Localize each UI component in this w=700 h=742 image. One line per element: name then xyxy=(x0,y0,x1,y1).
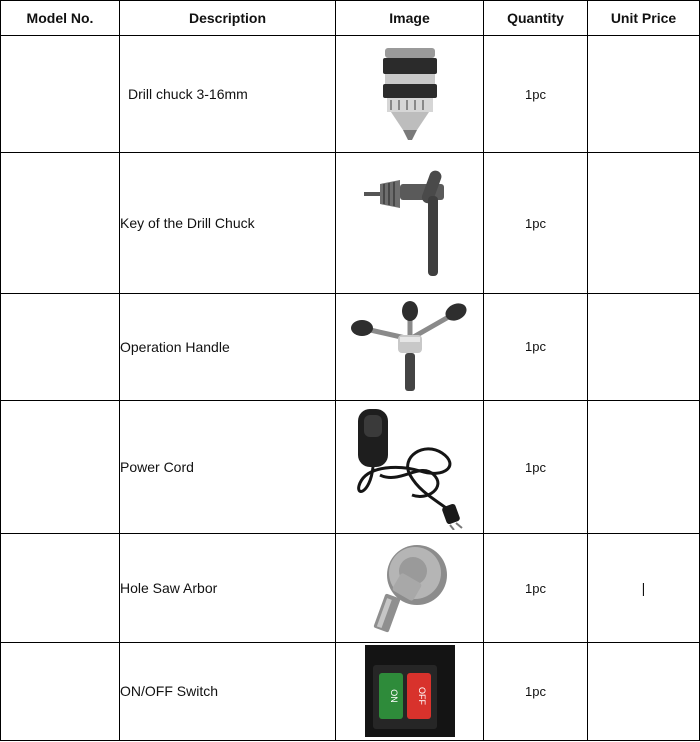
drill-chuck-icon xyxy=(375,44,445,144)
model-cell xyxy=(1,401,120,534)
header-description: Description xyxy=(120,1,336,36)
unit-price-cell: | xyxy=(588,534,700,642)
model-cell xyxy=(1,642,120,740)
image-cell xyxy=(336,153,484,293)
description-text: ON/OFF Switch xyxy=(120,683,219,700)
header-quantity: Quantity xyxy=(484,1,588,36)
header-model: Model No. xyxy=(1,1,120,36)
image-cell xyxy=(336,642,484,740)
quantity-cell: 1pc xyxy=(484,642,588,740)
header-image: Image xyxy=(336,1,484,36)
table-row xyxy=(1,153,700,293)
model-cell xyxy=(1,293,120,400)
image-cell xyxy=(336,534,484,642)
unit-price-cell xyxy=(588,642,700,740)
image-cell xyxy=(336,401,484,534)
switch-on-label: ON xyxy=(388,689,399,704)
description-text: Hole Saw Arbor xyxy=(120,580,218,597)
quantity-cell: 1pc xyxy=(484,293,588,400)
operation-handle-icon xyxy=(348,299,472,394)
table-row xyxy=(1,36,700,153)
hole-saw-arbor-icon xyxy=(365,539,455,637)
description-cell xyxy=(120,534,336,642)
header-unit-price: Unit Price xyxy=(588,1,700,36)
table-row xyxy=(1,642,700,740)
image-cell xyxy=(336,293,484,400)
quantity-cell: 1pc xyxy=(484,534,588,642)
table-row xyxy=(1,534,700,642)
table-row xyxy=(1,401,700,534)
description-cell xyxy=(120,642,336,740)
description-cell xyxy=(120,401,336,534)
quantity-cell: 1pc xyxy=(484,401,588,534)
quantity-cell: 1pc xyxy=(484,36,588,153)
description-text: Key of the Drill Chuck xyxy=(120,215,255,232)
model-cell xyxy=(1,36,120,153)
unit-price-cell xyxy=(588,36,700,153)
switch-off-label: OFF xyxy=(416,687,427,706)
description-cell xyxy=(120,293,336,400)
model-cell xyxy=(1,153,120,293)
on-off-switch-icon xyxy=(365,645,455,737)
header-row xyxy=(1,1,700,36)
power-cord-icon xyxy=(350,405,470,530)
chuck-key-icon xyxy=(360,166,460,281)
description-cell xyxy=(120,153,336,293)
unit-price-cell xyxy=(588,401,700,534)
unit-price-cell xyxy=(588,153,700,293)
table-row xyxy=(1,293,700,400)
description-text: Operation Handle xyxy=(120,338,230,355)
image-cell xyxy=(336,36,484,153)
quantity-cell: 1pc xyxy=(484,153,588,293)
model-cell xyxy=(1,534,120,642)
unit-price-cell xyxy=(588,293,700,400)
description-cell xyxy=(120,36,336,153)
description-text: Drill chuck 3-16mm xyxy=(128,86,248,103)
description-text: Power Cord xyxy=(120,459,194,476)
